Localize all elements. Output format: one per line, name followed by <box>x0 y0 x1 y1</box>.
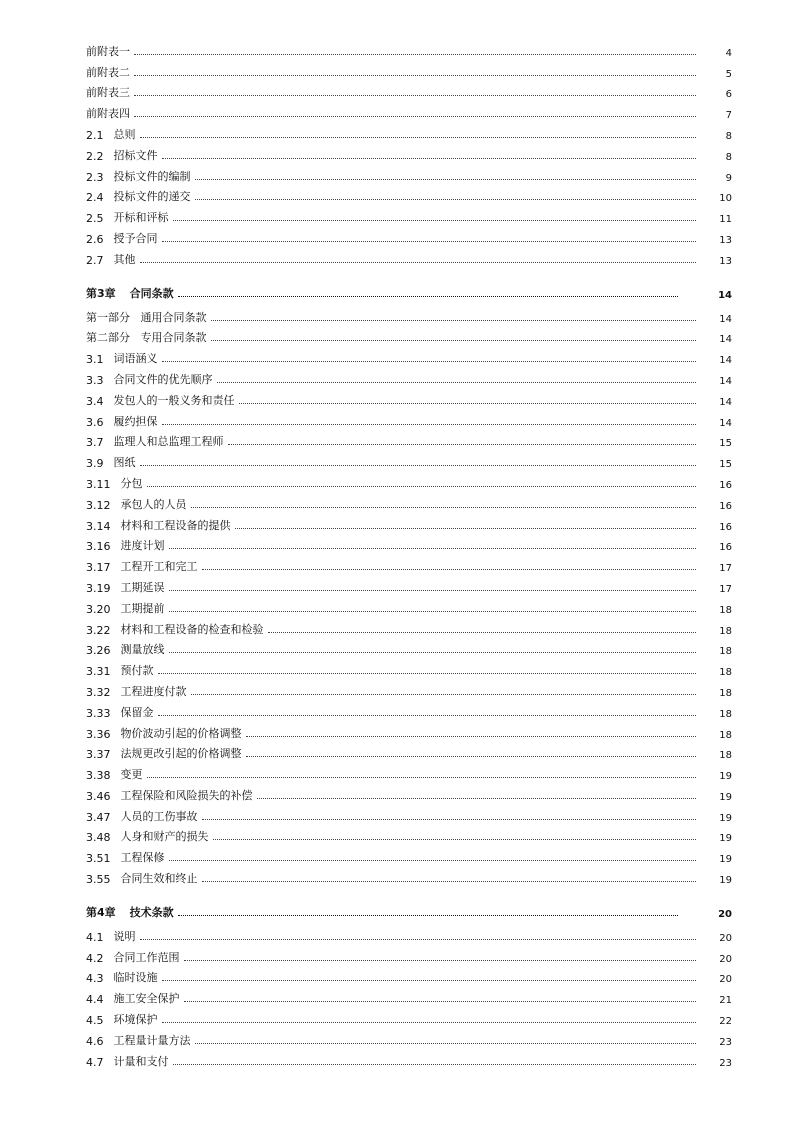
toc-entry-row[interactable] <box>86 491 732 512</box>
toc-entry-row[interactable] <box>86 1027 732 1048</box>
toc-entry-number: 4.2 <box>86 951 104 965</box>
toc-entry-number: 3.9 <box>86 457 104 471</box>
toc-entry-title: 测量放线 <box>120 643 165 657</box>
toc-entry-page-number: 13 <box>719 255 732 267</box>
dot-leader <box>134 53 696 55</box>
toc-entry-row[interactable] <box>86 59 732 80</box>
dot-leader <box>202 880 697 882</box>
toc-entry-title: 工程保修 <box>120 851 165 865</box>
dot-leader <box>173 1063 697 1065</box>
toc-entry-number: 3.12 <box>86 498 111 512</box>
dot-leader <box>268 631 697 633</box>
dot-leader <box>162 240 697 242</box>
toc-entry-title: 材料和工程设备的提供 <box>120 518 231 532</box>
toc-entry-page-number: 14 <box>719 313 732 325</box>
toc-entry-row[interactable] <box>86 470 732 491</box>
toc-entry-title: 第一部分 通用合同条款 <box>86 310 207 324</box>
toc-entry-number: 2.1 <box>86 128 104 142</box>
toc-entry-title: 承包人的人员 <box>120 497 187 511</box>
toc-entry-page-number: 5 <box>725 68 732 80</box>
toc-entry-title: 材料和工程设备的检查和检验 <box>120 622 264 636</box>
toc-entry-page-number: 20 <box>719 932 732 944</box>
toc-entry-number: 3.16 <box>86 540 111 554</box>
toc-entry-row[interactable] <box>86 100 732 121</box>
toc-entry-row[interactable] <box>86 121 732 142</box>
toc-entry-page-number: 19 <box>719 833 732 845</box>
toc-entry-title: 人身和财产的损失 <box>120 830 209 844</box>
dot-leader <box>195 1042 697 1044</box>
toc-entry-title: 环境保护 <box>113 1013 158 1027</box>
dot-leader <box>158 714 697 716</box>
toc-entry-number: 第4章 <box>86 906 116 920</box>
toc-entry-number: 2.7 <box>86 253 104 267</box>
toc-entry-row[interactable] <box>86 204 732 225</box>
toc-entry-number: 3.32 <box>86 685 111 699</box>
toc-entry-title: 法规更改引起的价格调整 <box>120 747 242 761</box>
toc-entry-row[interactable] <box>86 1048 732 1069</box>
toc-entry-page-number: 14 <box>719 396 732 408</box>
dot-leader <box>162 1021 697 1023</box>
toc-entry-page-number: 20 <box>719 953 732 965</box>
toc-entry-number: 第3章 <box>86 286 116 300</box>
toc-entry-number: 4.1 <box>86 930 104 944</box>
toc-entry-title: 前附表二 <box>86 65 130 79</box>
toc-entry-number: 2.2 <box>86 149 104 163</box>
toc-entry-title: 履约担保 <box>113 414 158 428</box>
toc-entry-title: 工程进度付款 <box>120 684 187 698</box>
toc-entry-row[interactable] <box>86 741 732 762</box>
toc-entry-row[interactable] <box>86 965 732 986</box>
toc-entry-title: 变更 <box>120 768 143 782</box>
toc-entry-page-number: 21 <box>719 995 732 1007</box>
dot-leader <box>217 381 697 383</box>
toc-entry-number: 3.19 <box>86 581 111 595</box>
toc-entry-title: 图纸 <box>113 456 136 470</box>
toc-entry-title: 临时设施 <box>113 971 158 985</box>
toc-entry-row[interactable] <box>86 512 732 533</box>
toc-entry-page-number: 14 <box>719 375 732 387</box>
toc-entry-row[interactable] <box>86 225 732 246</box>
toc-entry-number: 4.5 <box>86 1014 104 1028</box>
toc-entry-row[interactable] <box>86 699 732 720</box>
toc-entry-title: 人员的工伤事故 <box>120 809 198 823</box>
dot-leader <box>162 157 697 159</box>
dot-leader <box>195 178 697 180</box>
toc-entry-row[interactable] <box>86 595 732 616</box>
toc-entry-page-number: 19 <box>719 771 732 783</box>
toc-entry-page-number: 23 <box>719 1057 732 1069</box>
toc-entry-page-number: 18 <box>719 646 732 658</box>
toc-entry-row[interactable] <box>86 616 732 637</box>
toc-entry-row[interactable] <box>86 304 732 325</box>
dot-leader <box>169 589 697 591</box>
toc-entry-number: 4.4 <box>86 993 104 1007</box>
toc-entry-row[interactable] <box>86 657 732 678</box>
toc-entry-number: 3.48 <box>86 831 111 845</box>
dot-leader <box>257 797 697 799</box>
toc-entry-title: 词语涵义 <box>113 352 158 366</box>
toc-entry-page-number: 6 <box>725 89 732 101</box>
toc-entry-row[interactable] <box>86 637 732 658</box>
toc-entry-row[interactable] <box>86 246 732 267</box>
toc-entry-row[interactable] <box>86 38 732 59</box>
toc-entry-number: 2.3 <box>86 170 104 184</box>
dot-leader <box>191 693 697 695</box>
toc-entry-row[interactable] <box>86 429 732 450</box>
toc-entry-page-number: 9 <box>725 172 732 184</box>
toc-entry-page-number: 20 <box>718 909 732 921</box>
toc-entry-title: 工程开工和完工 <box>120 560 198 574</box>
toc-entry-row[interactable] <box>86 449 732 470</box>
toc-entry-row[interactable] <box>86 923 732 944</box>
toc-entry-title: 合同条款 <box>129 286 174 300</box>
toc-entry-page-number: 14 <box>719 355 732 367</box>
toc-entry-title: 进度计划 <box>120 539 165 553</box>
toc-entry-title: 物价波动引起的价格调整 <box>120 726 242 740</box>
toc-entry-title: 合同工作范围 <box>113 950 180 964</box>
dot-leader <box>211 339 697 341</box>
toc-entry-title: 分包 <box>120 476 143 490</box>
toc-entry-number: 3.46 <box>86 789 111 803</box>
toc-entry-number: 3.37 <box>86 748 111 762</box>
dot-leader <box>147 485 697 487</box>
toc-entry-page-number: 17 <box>719 583 732 595</box>
toc-entry-number: 3.38 <box>86 769 111 783</box>
dot-leader <box>191 506 697 508</box>
dot-leader <box>184 1000 697 1002</box>
dot-leader <box>178 295 678 297</box>
toc-entry-page-number: 10 <box>719 193 732 205</box>
toc-entry-page-number: 14 <box>719 334 732 346</box>
toc-entry-number: 3.20 <box>86 602 111 616</box>
toc-entry-title: 工期延误 <box>120 580 165 594</box>
toc-entry-title: 保留金 <box>120 705 154 719</box>
dot-leader <box>140 261 697 263</box>
toc-entry-number: 3.11 <box>86 477 111 491</box>
dot-leader <box>140 136 697 138</box>
toc-entry-title: 投标文件的编制 <box>113 169 191 183</box>
toc-entry-number: 2.6 <box>86 232 104 246</box>
toc-entry-number: 3.4 <box>86 394 104 408</box>
dot-leader <box>158 672 697 674</box>
toc-entry-page-number: 15 <box>719 459 732 471</box>
dot-leader <box>169 610 697 612</box>
toc-entry-page-number: 14 <box>719 417 732 429</box>
toc-entry-row[interactable] <box>86 533 732 554</box>
toc-entry-title: 第二部分 专用合同条款 <box>86 331 207 345</box>
toc-chapter-row[interactable] <box>86 273 732 301</box>
toc-entry-page-number: 18 <box>719 604 732 616</box>
dot-leader <box>134 94 696 96</box>
toc-chapter-row[interactable] <box>86 892 732 920</box>
dot-leader <box>140 938 697 940</box>
table-of-contents <box>86 38 732 1069</box>
dot-leader <box>213 838 697 840</box>
toc-entry-row[interactable] <box>86 553 732 574</box>
toc-entry-title: 前附表一 <box>86 44 130 58</box>
toc-entry-row[interactable] <box>86 163 732 184</box>
toc-entry-row[interactable] <box>86 844 732 865</box>
toc-entry-row[interactable] <box>86 720 732 741</box>
dot-leader <box>140 464 697 466</box>
toc-entry-row[interactable] <box>86 782 732 803</box>
toc-entry-title: 其他 <box>113 252 136 266</box>
toc-entry-row[interactable] <box>86 366 732 387</box>
toc-entry-title: 发包人的一般义务和责任 <box>113 393 235 407</box>
toc-entry-number: 4.3 <box>86 972 104 986</box>
toc-entry-row[interactable] <box>86 761 732 782</box>
dot-leader <box>202 818 697 820</box>
toc-entry-row[interactable] <box>86 184 732 205</box>
toc-entry-number: 3.17 <box>86 561 111 575</box>
toc-entry-row[interactable] <box>86 345 732 366</box>
toc-entry-number: 3.47 <box>86 810 111 824</box>
toc-entry-title: 招标文件 <box>113 148 158 162</box>
toc-entry-page-number: 19 <box>719 875 732 887</box>
toc-entry-number: 3.7 <box>86 436 104 450</box>
toc-entry-title: 计量和支付 <box>113 1054 169 1068</box>
dot-leader <box>162 979 697 981</box>
toc-entry-page-number: 8 <box>725 151 732 163</box>
toc-entry-page-number: 18 <box>719 667 732 679</box>
toc-entry-row[interactable] <box>86 142 732 163</box>
dot-leader <box>239 402 697 404</box>
toc-entry-page-number: 16 <box>719 521 732 533</box>
dot-leader <box>169 651 697 653</box>
dot-leader <box>173 219 697 221</box>
toc-entry-page-number: 16 <box>719 542 732 554</box>
dot-leader <box>178 914 678 916</box>
toc-entry-title: 总则 <box>113 127 136 141</box>
toc-entry-page-number: 18 <box>719 729 732 741</box>
toc-entry-page-number: 4 <box>725 47 732 59</box>
toc-entry-page-number: 19 <box>719 812 732 824</box>
dot-leader <box>147 776 697 778</box>
toc-entry-number: 3.22 <box>86 623 111 637</box>
toc-entry-number: 4.6 <box>86 1034 104 1048</box>
toc-entry-page-number: 11 <box>719 214 732 226</box>
toc-entry-page-number: 18 <box>719 687 732 699</box>
dot-leader <box>211 319 697 321</box>
toc-entry-number: 4.7 <box>86 1055 104 1069</box>
toc-entry-title: 前附表四 <box>86 107 130 121</box>
toc-entry-number: 2.5 <box>86 212 104 226</box>
toc-entry-page-number: 16 <box>719 500 732 512</box>
toc-entry-row[interactable] <box>86 944 732 965</box>
toc-entry-row[interactable] <box>86 824 732 845</box>
toc-entry-number: 3.26 <box>86 644 111 658</box>
toc-entry-row[interactable] <box>86 803 732 824</box>
toc-entry-title: 预付款 <box>120 664 154 678</box>
toc-entry-page-number: 18 <box>719 708 732 720</box>
toc-entry-page-number: 7 <box>725 110 732 122</box>
toc-entry-number: 3.31 <box>86 665 111 679</box>
dot-leader <box>246 755 697 757</box>
dot-leader <box>228 443 697 445</box>
toc-entry-number: 3.33 <box>86 706 111 720</box>
toc-entry-row[interactable] <box>86 985 732 1006</box>
toc-entry-row[interactable] <box>86 80 732 101</box>
toc-entry-page-number: 18 <box>719 750 732 762</box>
toc-entry-title: 合同文件的优先顺序 <box>113 372 213 386</box>
toc-entry-title: 前附表三 <box>86 86 130 100</box>
toc-entry-number: 3.36 <box>86 727 111 741</box>
toc-entry-title: 开标和评标 <box>113 211 169 225</box>
toc-entry-row[interactable] <box>86 387 732 408</box>
toc-entry-number: 2.4 <box>86 191 104 205</box>
toc-entry-page-number: 19 <box>719 854 732 866</box>
dot-leader <box>184 959 697 961</box>
toc-entry-page-number: 19 <box>719 791 732 803</box>
toc-entry-title: 说明 <box>113 929 136 943</box>
toc-entry-title: 工期提前 <box>120 601 165 615</box>
toc-entry-row[interactable] <box>86 325 732 346</box>
dot-leader <box>134 115 696 117</box>
toc-entry-title: 投标文件的递交 <box>113 190 191 204</box>
dot-leader <box>169 547 697 549</box>
dot-leader <box>162 360 697 362</box>
toc-entry-row[interactable] <box>86 1006 732 1027</box>
toc-entry-title: 施工安全保护 <box>113 992 180 1006</box>
toc-entry-row[interactable] <box>86 574 732 595</box>
toc-entry-title: 技术条款 <box>129 906 174 920</box>
toc-entry-page-number: 20 <box>719 974 732 986</box>
toc-entry-row[interactable] <box>86 865 732 886</box>
toc-entry-number: 3.1 <box>86 353 104 367</box>
dot-leader <box>134 74 696 76</box>
dot-leader <box>195 198 697 200</box>
toc-entry-number: 3.6 <box>86 415 104 429</box>
toc-entry-page-number: 16 <box>719 479 732 491</box>
toc-entry-page-number: 17 <box>719 563 732 575</box>
toc-entry-title: 监理人和总监理工程师 <box>113 435 224 449</box>
toc-entry-page-number: 15 <box>719 438 732 450</box>
toc-entry-row[interactable] <box>86 408 732 429</box>
dot-leader <box>162 423 697 425</box>
toc-entry-page-number: 18 <box>719 625 732 637</box>
dot-leader <box>169 859 697 861</box>
toc-entry-row[interactable] <box>86 678 732 699</box>
dot-leader <box>235 527 697 529</box>
toc-entry-number: 3.3 <box>86 373 104 387</box>
toc-entry-page-number: 8 <box>725 130 732 142</box>
toc-entry-title: 授予合同 <box>113 231 158 245</box>
toc-entry-title: 合同生效和终止 <box>120 872 198 886</box>
toc-entry-page-number: 13 <box>719 234 732 246</box>
toc-entry-page-number: 23 <box>719 1036 732 1048</box>
toc-entry-title: 工程量计量方法 <box>113 1033 191 1047</box>
toc-entry-title: 工程保险和风险损失的补偿 <box>120 788 253 802</box>
toc-entry-page-number: 22 <box>719 1016 732 1028</box>
toc-entry-page-number: 14 <box>718 289 732 301</box>
toc-entry-number: 3.51 <box>86 852 111 866</box>
toc-entry-number: 3.55 <box>86 873 111 887</box>
dot-leader <box>202 568 697 570</box>
dot-leader <box>246 735 697 737</box>
toc-entry-number: 3.14 <box>86 519 111 533</box>
